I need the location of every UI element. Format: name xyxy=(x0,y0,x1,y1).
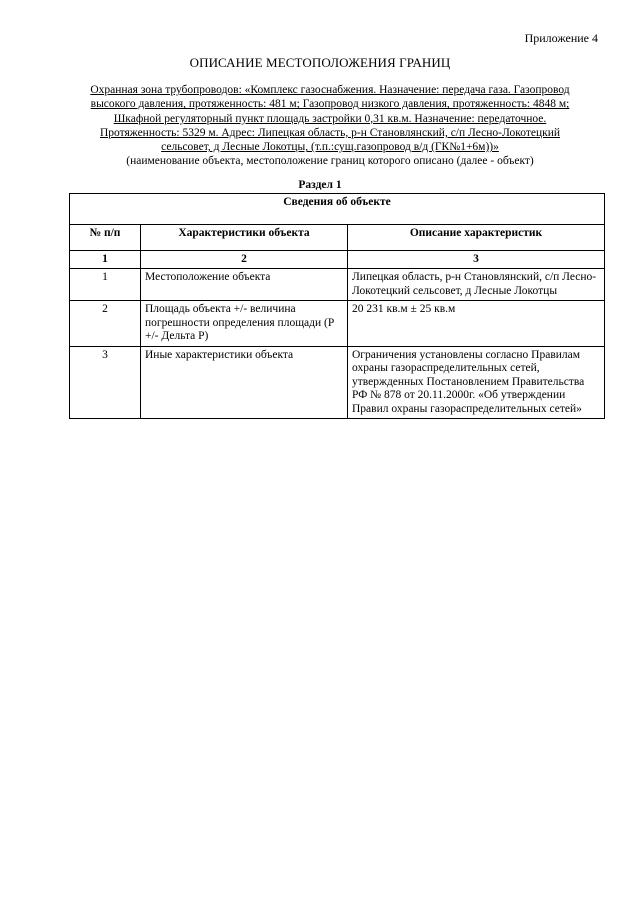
object-description-line: высокого давления, протяженность: 481 м; Газопровод низкого давления, протяженность: 4848 м; xyxy=(90,98,570,111)
table-row xyxy=(70,269,605,301)
row-description: Липецкая область, р-н Становлянский, с/п Лесно-Локотецкий сельсовет, д Лесные Локотцы xyxy=(348,269,605,301)
header-characteristic: Характеристики объекта xyxy=(141,225,348,251)
page-title: ОПИСАНИЕ МЕСТОПОЛОЖЕНИЯ ГРАНИЦ xyxy=(189,55,451,70)
object-description-line: сельсовет, д Лесные Локотцы, (т.п.:сущ.газопровод в/д (ГК№1+6м))» xyxy=(161,141,499,154)
row-characteristic: Местоположение объекта xyxy=(141,269,348,301)
table-header-row xyxy=(70,225,605,251)
row-number: 2 xyxy=(70,301,141,347)
row-description: Ограничения установлены согласно Правилам охраны газораспределительных сетей, утвержденных Постановлением Правительства РФ № 878 от 20.11.2000г. «Об утверждении Правил охраны газораспределительных сетей» xyxy=(348,346,605,419)
table-row xyxy=(70,346,605,419)
row-number: 3 xyxy=(70,346,141,419)
section-title: Раздел 1 xyxy=(298,179,342,191)
table-title-row xyxy=(70,194,605,225)
row-number: 1 xyxy=(70,269,141,301)
object-description-line: Охранная зона трубопроводов: «Комплекс газоснабжения. Назначение: передача газа. Газопровод xyxy=(90,84,570,96)
table-title: Сведения об объекте xyxy=(70,194,605,225)
object-description-line: Протяженность: 5329 м. Адрес: Липецкая область, р-н Становлянский, с/п Лесно-Локотецкий xyxy=(99,126,561,139)
table-index-row xyxy=(70,251,605,269)
header-number: № п/п xyxy=(70,225,141,251)
header-description: Описание характеристик xyxy=(348,225,605,251)
object-description-caption: (наименование объекта, местоположение границ которого описано (далее - объект) xyxy=(126,155,534,168)
object-description-line: Шкафной регуляторный пункт площадь застройки 0,31 кв.м. Назначение: передаточное. xyxy=(113,112,547,125)
row-description: 20 231 кв.м ± 25 кв.м xyxy=(348,301,605,347)
appendix-label: Приложение 4 xyxy=(524,31,598,45)
object-description xyxy=(70,83,590,169)
index-cell: 1 xyxy=(70,251,141,269)
row-characteristic: Иные характеристики объекта xyxy=(141,346,348,419)
table-row xyxy=(70,301,605,347)
index-cell: 3 xyxy=(348,251,605,269)
row-characteristic: Площадь объекта +/- величина погрешности определения площади (Р +/- Дельта Р) xyxy=(141,301,348,347)
index-cell: 2 xyxy=(141,251,348,269)
object-info-table xyxy=(69,193,605,419)
